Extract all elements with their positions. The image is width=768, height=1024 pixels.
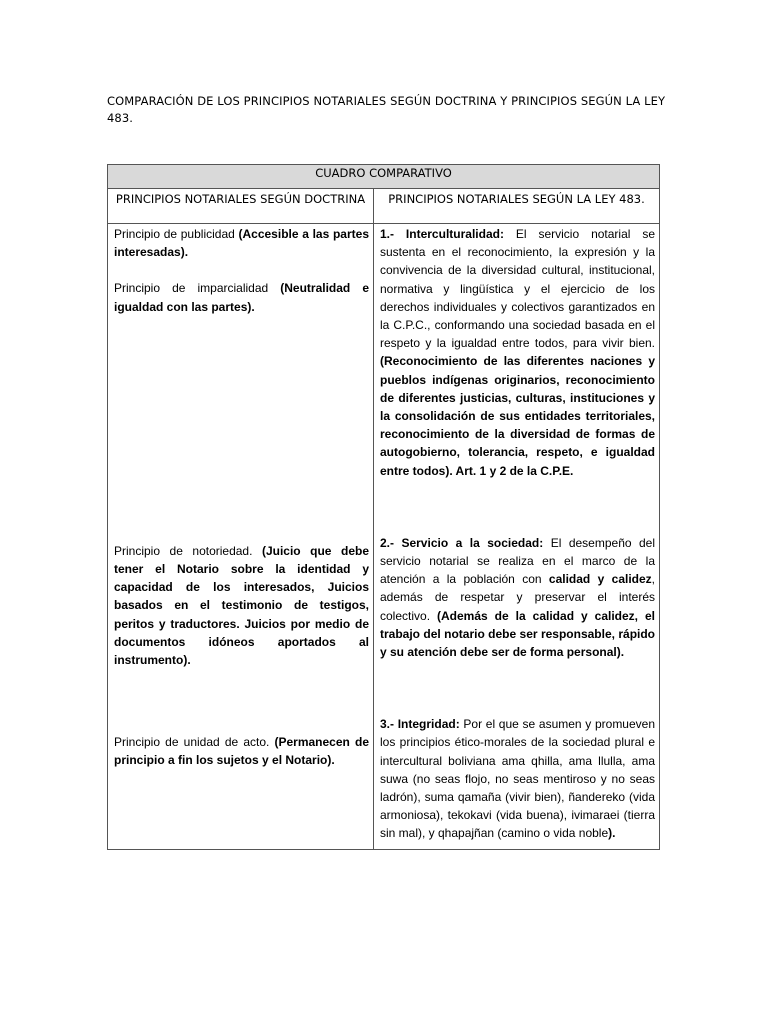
comparison-table (107, 164, 660, 850)
principle-unidad-de-acto: Principio de unidad de acto. (Permanecen de principio a fin los sujetos y el Notario). (114, 735, 369, 768)
principle-integridad: 3.- Integridad: Por el que se asumen y promueven los principios ético-morales de la sociedad plural e intercultural boliviana ama qhilla, ama llulla, ama suwa (no seas flojo, no seas mentiroso y no seas ladrón), suma qamaña (vivir bien), ñandereko (vida armoniosa), tekokavi (vida buena), ivimaraei (tierra sin mal), y qhapajñan (camino o vida noble). (380, 717, 656, 841)
doctrina-cell (108, 224, 374, 850)
column-header-ley-483: PRINCIPIOS NOTARIALES SEGÚN LA LEY 483. (374, 189, 660, 224)
column-header-doctrina: PRINCIPIOS NOTARIALES SEGÚN DOCTRINA (108, 189, 374, 224)
document-title: COMPARACIÓN DE LOS PRINCIPIOS NOTARIALES SEGÚN DOCTRINA Y PRINCIPIOS SEGÚN LA LEY 483. (107, 94, 666, 125)
ley-483-cell (374, 224, 660, 850)
principle-servicio-sociedad: 2.- Servicio a la sociedad: El desempeño del servicio notarial se realiza en el marco de la atención a la población con calidad y calidez, además de respetar y preservar el interés colectivo. (Además de la calidad y calidez, el trabajo del notario debe ser responsable, rápido y su atención debe ser de forma personal). (380, 535, 656, 660)
principle-interculturalidad: 1.- Interculturalidad: El servicio notarial se sustenta en el reconocimiento, la expresión y la convivencia de la diversidad cultural, institucional, normativa y lingüística y el ejercicio de los derechos individuales y colectivos garantizados en la C.P.C., conformando una sociedad basada en el respeto y la igualdad entre todos, para vivir bien.(Reconocimiento de las diferentes naciones y pueblos indígenas originarios, reconocimiento de diferentes justicias, culturas, instituciones y la consolidación de sus entidades territoriales, reconocimiento de la diversidad de formas de autogobierno, tolerancia, respeto, e igualdad entre todos). Art. 1 y 2 de la C.P.E. (380, 227, 656, 478)
principle-publicidad: Principio de publicidad (Accesible a las partes interesadas). (114, 227, 369, 260)
principle-imparcialidad: Principio de imparcialidad (Neutralidad e igualdad con las partes). (114, 281, 369, 314)
principle-notoriedad: Principio de notoriedad. (Juicio que debe tener el Notario sobre la identidad y capacidad de los interesados, Juicios basados en el testimonio de testigos, peritos y traductores. Juicios por medio de documentos idóneos aportados al instrumento). (114, 543, 369, 668)
table-caption: CUADRO COMPARATIVO (108, 165, 660, 189)
